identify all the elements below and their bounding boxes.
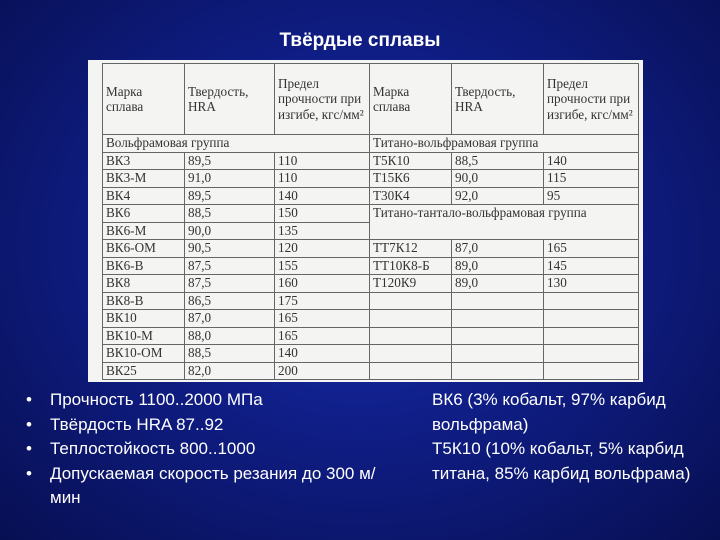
cell: 87,5 [185, 275, 275, 293]
slide-title: Твёрдые сплавы [279, 30, 441, 51]
property-strength: Прочность 1100..2000 МПа [50, 390, 263, 409]
group-titanium-tantalum-tungsten: Титано-тантало-вольфрамовая группа [370, 205, 639, 240]
group-tungsten: Вольфрамовая группа [103, 135, 370, 153]
cell: ВК25 [103, 362, 185, 380]
cell: 155 [275, 257, 370, 275]
table-row [103, 310, 639, 328]
cell: 82,0 [185, 362, 275, 380]
cell: 88,0 [185, 327, 275, 345]
empty-cell [370, 362, 452, 380]
cell: 175 [275, 292, 370, 310]
cell: ВК3 [103, 152, 185, 170]
cell: 91,0 [185, 170, 275, 188]
header-strength-right: Предел прочности при изгибе, кгс/мм² [544, 64, 639, 135]
cell: 89,0 [452, 257, 544, 275]
empty-cell [452, 345, 544, 363]
empty-cell [544, 362, 639, 380]
table-row [103, 345, 639, 363]
table-row [103, 170, 639, 188]
bullet-marker: • [26, 463, 32, 483]
composition-notes [432, 388, 717, 486]
cell: 90,5 [185, 240, 275, 258]
header-grade-left: Марка сплава [103, 64, 185, 135]
cell: 87,0 [185, 310, 275, 328]
alloys-table-image [88, 60, 643, 382]
cell: 87,5 [185, 257, 275, 275]
cell: 140 [275, 345, 370, 363]
cell: ВК6-ОМ [103, 240, 185, 258]
cell: 160 [275, 275, 370, 293]
empty-cell [544, 292, 639, 310]
table-row [103, 240, 639, 258]
table-row [103, 135, 639, 153]
cell: ВК10-М [103, 327, 185, 345]
list-item [20, 413, 380, 438]
cell: 88,5 [452, 152, 544, 170]
cell: 95 [544, 187, 639, 205]
table-row [103, 275, 639, 293]
cell: 145 [544, 257, 639, 275]
note-vk6: ВК6 (3% кобальт, 97% карбид вольфрама) [432, 390, 666, 434]
property-cutting-speed: Допускаемая скорость резания до 300 м/мин [50, 463, 376, 507]
bullet-marker: • [26, 414, 32, 434]
cell: 165 [275, 310, 370, 328]
table-row [103, 292, 639, 310]
empty-cell [544, 345, 639, 363]
alloys-table [102, 63, 639, 380]
cell: Т15К6 [370, 170, 452, 188]
list-item [20, 437, 380, 462]
list-item [20, 462, 380, 511]
cell: 120 [275, 240, 370, 258]
cell: 90,0 [452, 170, 544, 188]
property-heat-resistance: Теплостойкость 800..1000 [50, 439, 256, 458]
cell: 130 [544, 275, 639, 293]
empty-cell [544, 327, 639, 345]
cell: ВК8-В [103, 292, 185, 310]
cell: 89,0 [452, 275, 544, 293]
note-t5k10: Т5К10 (10% кобальт, 5% карбид титана, 85% карбид вольфрама) [432, 439, 691, 483]
cell: 165 [275, 327, 370, 345]
empty-cell [452, 362, 544, 380]
cell: Т120К9 [370, 275, 452, 293]
cell: 135 [275, 222, 370, 240]
group-titanium-tungsten: Титано-вольфрамовая группа [370, 135, 639, 153]
empty-cell [370, 310, 452, 328]
cell: 115 [544, 170, 639, 188]
table-row [103, 362, 639, 380]
table-row [103, 152, 639, 170]
cell: ВК6 [103, 205, 185, 223]
cell: 140 [544, 152, 639, 170]
header-grade-right: Марка сплава [370, 64, 452, 135]
cell: ТТ10К8-Б [370, 257, 452, 275]
header-hardness-right: Твердость, HRA [452, 64, 544, 135]
table-row [103, 327, 639, 345]
cell: ВК3-М [103, 170, 185, 188]
cell: 88,5 [185, 205, 275, 223]
empty-cell [452, 310, 544, 328]
cell: ВК6-М [103, 222, 185, 240]
cell: 87,0 [452, 240, 544, 258]
bullet-marker: • [26, 390, 32, 409]
list-item [20, 388, 380, 413]
cell: 110 [275, 170, 370, 188]
property-hardness: Твёрдость HRA 87..92 [50, 414, 224, 434]
table-row [103, 257, 639, 275]
cell: 150 [275, 205, 370, 223]
empty-cell [452, 327, 544, 345]
cell: 89,5 [185, 152, 275, 170]
cell: ВК10-ОМ [103, 345, 185, 363]
cell: 110 [275, 152, 370, 170]
table-row [103, 187, 639, 205]
cell: 90,0 [185, 222, 275, 240]
cell: Т30К4 [370, 187, 452, 205]
cell: ВК4 [103, 187, 185, 205]
header-strength-left: Предел прочности при изгибе, кгс/мм² [275, 64, 370, 135]
cell: 92,0 [452, 187, 544, 205]
header-hardness-left: Твердость, HRA [185, 64, 275, 135]
table-header-row [103, 64, 639, 135]
cell: Т5К10 [370, 152, 452, 170]
cell: ВК6-В [103, 257, 185, 275]
cell: 86,5 [185, 292, 275, 310]
cell: ВК8 [103, 275, 185, 293]
properties-list [20, 388, 380, 511]
cell: ВК10 [103, 310, 185, 328]
empty-cell [452, 292, 544, 310]
cell: 165 [544, 240, 639, 258]
table-row [103, 205, 639, 223]
empty-cell [370, 345, 452, 363]
bullet-marker: • [26, 439, 32, 458]
empty-cell [370, 292, 452, 310]
empty-cell [544, 310, 639, 328]
empty-cell [370, 327, 452, 345]
cell: 89,5 [185, 187, 275, 205]
cell: 88,5 [185, 345, 275, 363]
cell: ТТ7К12 [370, 240, 452, 258]
cell: 140 [275, 187, 370, 205]
cell: 200 [275, 362, 370, 380]
